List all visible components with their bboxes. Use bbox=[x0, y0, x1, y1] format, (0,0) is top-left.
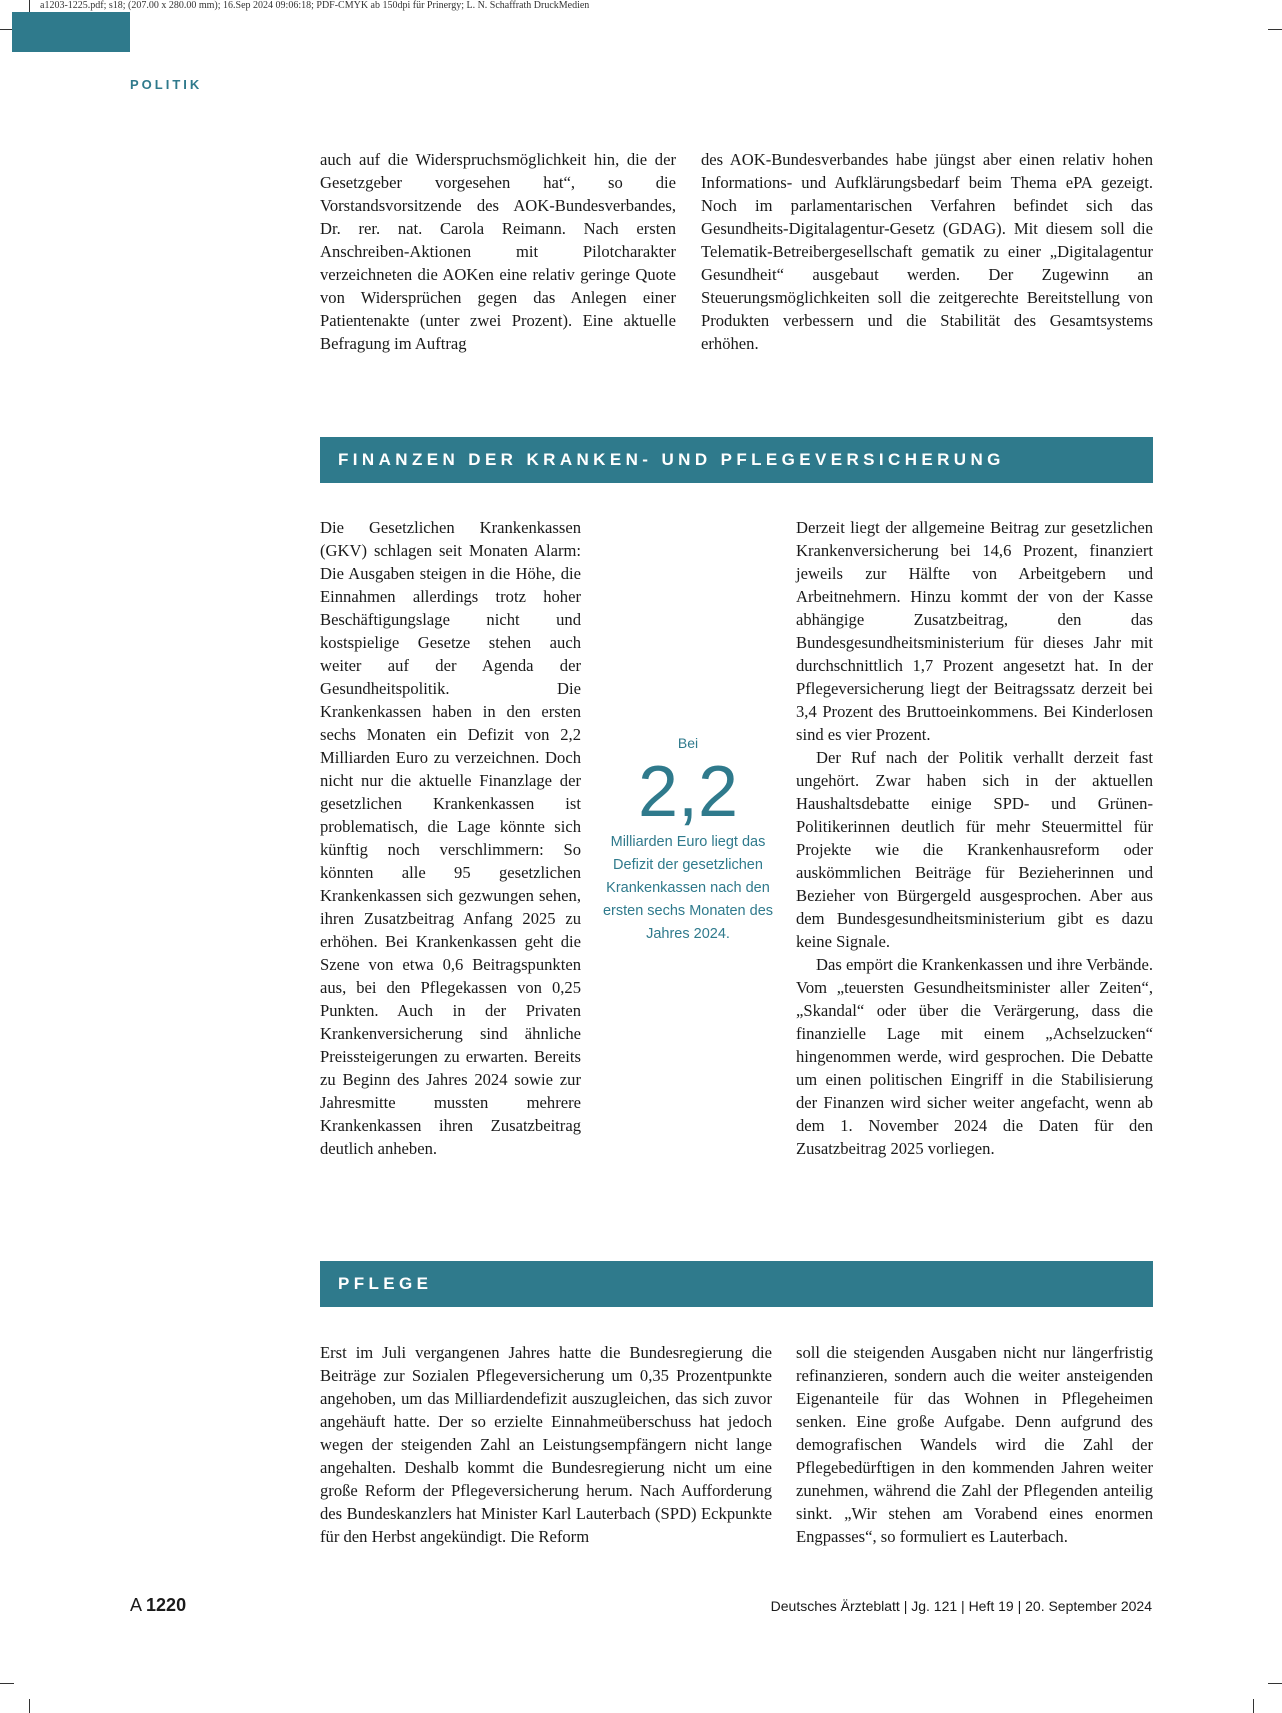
crop-mark-top-right-h bbox=[1268, 29, 1282, 30]
intro-column-right bbox=[701, 148, 1153, 355]
intro-left-text: auch auf die Widerspruchsmöglichkeit hin, die der Gesetzgeber vorgesehen hat“, so die Vorstandsvorsitzende des AOK-Bundesverbandes, Dr. rer. nat. Carola Reimann. Nach ersten Anschreiben-Aktionen mit Pilotcharakter verzeichneten die AOKen eine relativ geringe Quote von Widersprüchen gegen das Anlegen einer Patientenakte (unter zwei Prozent). Eine aktuelle Befragung im Auftrag bbox=[320, 150, 676, 353]
finanzen-right-paragraph-3: Das empört die Krankenkassen und ihre Verbände. Vom „teuersten Gesundheitsminister aller Zeiten“, „Skandal“ oder über die Verärgerung, dass die finanzielle Lage mit einem „Achselzucken“ hingenommen werde, wird gesprochen. Die Debatte um einen politischen Eingriff in die Stabilisierung der Finanzen wird sicher weiter angefacht, wenn ab dem 1. November 2024 die Daten für den Zusatzbeitrag 2025 vorliegen. bbox=[796, 955, 1153, 1158]
crop-mark-bottom-right-v bbox=[1253, 1699, 1254, 1713]
journal-info: Deutsches Ärzteblatt | Jg. 121 | Heft 19 | 20. September 2024 bbox=[770, 1598, 1152, 1614]
intro-right-text: des AOK-Bundesverbandes habe jüngst aber einen relativ hohen Informations- und Aufklärungsbedarf beim Thema ePA gezeigt. Noch im parlamentarischen Verfahren befindet sich das Gesundheits-Digitalagentur-Gesetz (GDAG). Mit diesem soll die Telematik-Betreibergesellschaft gematik zu einer „Digitalagentur Gesundheit“ ausgebaut werden. Der Zugewinn an Steuerungsmöglichkeiten soll die zeitgerechte Bereitstellung von Produkten verbessern und die Stabilität des Gesamtsystems erhöhen. bbox=[701, 150, 1153, 353]
callout-prefix: Bei bbox=[677, 735, 699, 751]
intro-column-left bbox=[320, 148, 676, 355]
pflege-column-left bbox=[320, 1341, 772, 1548]
finanzen-right-paragraph-2: Der Ruf nach der Politik verhallt derzeit fast ungehört. Zwar haben sich in der aktuellen Haushaltsdebatte einige SPD- und Grünen-Politikerinnen deutlich für mehr Steuermittel für Projekte wie die Krankenhausreform oder auskömmlichen Beiträge für Bezieherinnen und Bezieher von Bürgergeld ausgesprochen. Aber aus dem Bundesgesundheitsministerium gibt es dazu keine Signale. bbox=[796, 748, 1153, 951]
callout-caption: Milliarden Euro liegt das Defizit der gesetzlichen Krankenkassen nach den ersten sechs Monaten des Jahres 2024. bbox=[602, 834, 774, 942]
pflege-right-text: soll die steigenden Ausgaben nicht nur längerfristig refinanzieren, sondern auch die weiter ansteigenden Eigenanteile für das Wohnen in Pflegeheimen senken. Eine große Aufgabe. Denn aufgrund des demografischen Wandels wird die Zahl der Pflegebedürftigen in den kommenden Jahren weiter zunehmen, während die Zahl der Pflegenden anteilig sinkt. „Wir stehen am Vorabend eines enormen Engpasses“, so formuliert es Lauterbach. bbox=[796, 1343, 1153, 1546]
callout-number: 2,2 bbox=[637, 752, 739, 832]
finanzen-callout bbox=[600, 733, 776, 946]
finanzen-column-right bbox=[796, 516, 1153, 1160]
finanzen-left-text: Die Gesetzlichen Krankenkassen (GKV) schlagen seit Monaten Alarm: Die Ausgaben steigen in die Höhe, die Einnahmen allerdings trotz hoher Beschäftigungslage nicht und kostspielige Gesetze stehen auch weiter auf der Agenda der Gesundheitspolitik. Die Krankenkassen haben in den ersten sechs Monaten ein Defizit von 2,2 Milliarden Euro zu verzeichnen. Doch nicht nur die aktuelle Finanzlage der gesetzlichen Krankenkassen ist problematisch, die Lage könnte sich künftig noch verschlimmern: So könnten alle 95 gesetzlichen Krankenkassen sich gezwungen sehen, ihren Zusatzbeitrag Anfang 2025 zu erhöhen. Bei Krankenkassen geht die Szene von etwa 0,6 Beitragspunkten aus, bei den Pflegekassen von 0,25 Punkten. Auch in der Privaten Krankenversicherung sind ähnliche Preissteigerungen zu erwarten. Bereits zu Beginn des Jahres 2024 sowie zur Jahresmitte mussten mehrere Krankenkassen ihren Zusatzbeitrag deutlich anheben. bbox=[320, 518, 581, 1158]
page-number-value: 1220 bbox=[146, 1595, 187, 1615]
crop-mark-bottom-left-h bbox=[0, 1683, 14, 1684]
finanzen-column-left bbox=[320, 516, 581, 1160]
crop-mark-bottom-right-h bbox=[1268, 1683, 1282, 1684]
pflege-left-text: Erst im Juli vergangenen Jahres hatte die Bundesregierung die Beiträge zur Sozialen Pflegeversicherung um 0,35 Prozentpunkte angehoben, um das Milliardendefizit auszugleichen, das sich zuvor angehäuft hatte. Der so erzielte Einnahmeüberschuss hat jedoch wegen der steigenden Zahl an Leistungsempfängern nicht lange angehalten. Deshalb kommt die Bundesregierung nicht um eine große Reform der Pflegeversicherung herum. Nach Aufforderung des Bundeskanzlers hat Minister Karl Lauterbach (SPD) Eckpunkte für den Herbst angekündigt. Die Reform bbox=[320, 1343, 772, 1546]
print-info-line: a1203-1225.pdf; s18; (207.00 x 280.00 mm); 16.Sep 2024 09:06:18; PDF-CMYK ab 150dpi für Prinergy; L. N. Schaffrath DruckMedien bbox=[40, 0, 590, 11]
page-number bbox=[130, 1595, 186, 1616]
pflege-heading: PFLEGE bbox=[320, 1261, 1153, 1307]
section-label: POLITIK bbox=[130, 77, 203, 92]
finanzen-right-paragraph-1: Derzeit liegt der allgemeine Beitrag zur gesetzlichen Krankenversicherung bei 14,6 Prozent, finanziert jeweils zur Hälfte von Arbeitgebern und Arbeitnehmern. Hinzu kommt der von der Kasse abhängige Zusatzbeitrag, den das Bundesgesundheitsministerium für dieses Jahr mit durchschnittlich 1,7 Prozent angesetzt hat. In der Pflegeversicherung liegt der Beitragssatz derzeit bei 3,4 Prozent des Bruttoeinkommens. Bei Kinderlosen sind es vier Prozent. bbox=[796, 518, 1153, 744]
finanzen-heading: FINANZEN DER KRANKEN- UND PFLEGEVERSICHERUNG bbox=[320, 437, 1153, 483]
pflege-column-right bbox=[796, 1341, 1153, 1548]
crop-mark-bottom-left-v bbox=[29, 1699, 30, 1713]
page-prefix: A bbox=[130, 1595, 142, 1615]
section-color-block bbox=[12, 12, 130, 52]
